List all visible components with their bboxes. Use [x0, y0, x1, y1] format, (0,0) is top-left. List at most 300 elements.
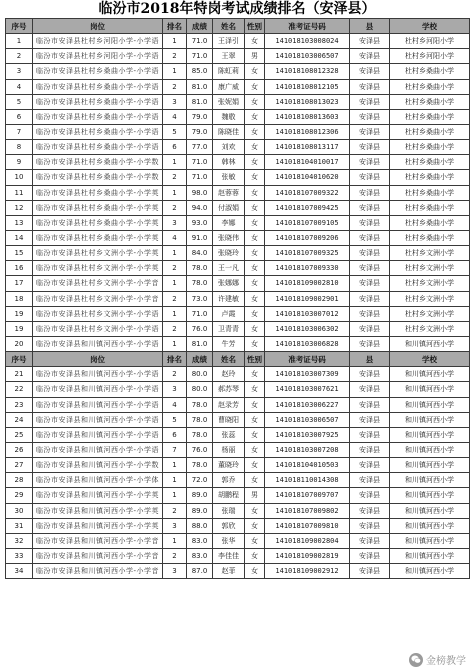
- header-rank: 排名: [163, 19, 187, 34]
- cell-exam-id: 141018103007621: [265, 382, 350, 397]
- cell-school: 杜村乡桑曲小学: [390, 200, 470, 215]
- cell-position: 临汾市安泽县和川镇河西小学-小学英: [33, 518, 163, 533]
- cell-seq: 22: [6, 382, 33, 397]
- cell-seq: 17: [6, 276, 33, 291]
- cell-seq: 14: [6, 230, 33, 245]
- cell-position: 临汾市安泽县杜村乡文洲小学-小学语: [33, 321, 163, 336]
- cell-position: 临汾市安泽县杜村乡桑曲小学-小学语: [33, 124, 163, 139]
- cell-seq: 10: [6, 170, 33, 185]
- cell-position: 临汾市安泽县杜村乡河阳小学-小学语: [33, 49, 163, 64]
- cell-school: 和川镇河西小学: [390, 503, 470, 518]
- cell-school: 和川镇河西小学: [390, 397, 470, 412]
- cell-score: 87.0: [187, 564, 213, 579]
- cell-county: 安泽县: [350, 140, 390, 155]
- watermark: [405, 651, 470, 668]
- cell-exam-id: 141018107009810: [265, 518, 350, 533]
- cell-rank: 5: [163, 124, 187, 139]
- cell-rank: 3: [163, 564, 187, 579]
- table-row: [6, 185, 470, 200]
- cell-rank: 1: [163, 488, 187, 503]
- cell-seq: 30: [6, 503, 33, 518]
- cell-name: 李佳佳: [213, 548, 245, 563]
- cell-rank: 4: [163, 230, 187, 245]
- cell-county: 安泽县: [350, 49, 390, 64]
- cell-school: 和川镇河西小学: [390, 427, 470, 442]
- header-seq: 序号: [6, 19, 33, 34]
- cell-seq: 2: [6, 49, 33, 64]
- cell-county: 安泽县: [350, 155, 390, 170]
- cell-name: 牛芳: [213, 336, 245, 351]
- cell-name: 郭乔: [213, 473, 245, 488]
- table-row: [6, 518, 470, 533]
- cell-school: 杜村乡文洲小学: [390, 246, 470, 261]
- cell-rank: 1: [163, 185, 187, 200]
- cell-exam-id: 141018108013117: [265, 140, 350, 155]
- cell-exam-id: 141018109002901: [265, 291, 350, 306]
- cell-score: 72.0: [187, 473, 213, 488]
- cell-seq: 8: [6, 140, 33, 155]
- cell-school: 杜村乡文洲小学: [390, 261, 470, 276]
- cell-score: 73.0: [187, 291, 213, 306]
- cell-school: 杜村乡桑曲小学: [390, 79, 470, 94]
- cell-rank: 2: [163, 200, 187, 215]
- cell-seq: 6: [6, 109, 33, 124]
- cell-rank: 3: [163, 518, 187, 533]
- cell-gender: 女: [245, 427, 265, 442]
- cell-position: 临汾市安泽县杜村乡桑曲小学-小学英: [33, 200, 163, 215]
- cell-score: 76.0: [187, 321, 213, 336]
- table-row: [6, 458, 470, 473]
- cell-score: 89.0: [187, 503, 213, 518]
- cell-score: 81.0: [187, 336, 213, 351]
- cell-position: 临汾市安泽县杜村乡文洲小学-小学英: [33, 261, 163, 276]
- cell-name: 张晓玲: [213, 246, 245, 261]
- cell-name: 陈晓佳: [213, 124, 245, 139]
- cell-exam-id: 141018103006507: [265, 49, 350, 64]
- cell-gender: 男: [245, 488, 265, 503]
- cell-exam-id: 141018108012105: [265, 79, 350, 94]
- cell-rank: 3: [163, 382, 187, 397]
- cell-county: 安泽县: [350, 382, 390, 397]
- cell-score: 79.0: [187, 109, 213, 124]
- cell-score: 93.0: [187, 215, 213, 230]
- cell-exam-id: 141018108012328: [265, 64, 350, 79]
- table-row: [6, 79, 470, 94]
- cell-school: 杜村乡桑曲小学: [390, 124, 470, 139]
- cell-exam-id: 141018103007208: [265, 442, 350, 457]
- cell-position: 临汾市安泽县杜村乡桑曲小学-小学数: [33, 155, 163, 170]
- table-row: [6, 473, 470, 488]
- cell-county: 安泽县: [350, 200, 390, 215]
- cell-name: 赵玲: [213, 367, 245, 382]
- header-name: 姓名: [213, 19, 245, 34]
- cell-exam-id: 141018103006227: [265, 397, 350, 412]
- cell-exam-id: 141018107009325: [265, 246, 350, 261]
- cell-seq: 9: [6, 155, 33, 170]
- cell-rank: 1: [163, 276, 187, 291]
- cell-school: 杜村乡桑曲小学: [390, 230, 470, 245]
- cell-exam-id: 141018107009802: [265, 503, 350, 518]
- cell-name: 张娜娜: [213, 276, 245, 291]
- cell-rank: 1: [163, 246, 187, 261]
- cell-position: 临汾市安泽县和川镇河西小学-小学英: [33, 488, 163, 503]
- cell-gender: 女: [245, 185, 265, 200]
- cell-name: 张晓伟: [213, 230, 245, 245]
- cell-name: 张妮娟: [213, 94, 245, 109]
- cell-rank: 2: [163, 49, 187, 64]
- cell-gender: 女: [245, 34, 265, 49]
- table-row: [6, 382, 470, 397]
- cell-school: 杜村乡桑曲小学: [390, 155, 470, 170]
- cell-county: 安泽县: [350, 230, 390, 245]
- cell-position: 临汾市安泽县杜村乡桑曲小学-小学语: [33, 79, 163, 94]
- cell-seq: 32: [6, 533, 33, 548]
- cell-position: 临汾市安泽县和川镇河西小学-小学英: [33, 503, 163, 518]
- header-rank: 排名: [163, 352, 187, 367]
- cell-rank: 2: [163, 79, 187, 94]
- cell-seq: 5: [6, 94, 33, 109]
- cell-exam-id: 141018108013023: [265, 94, 350, 109]
- cell-county: 安泽县: [350, 518, 390, 533]
- cell-name: 张华: [213, 533, 245, 548]
- cell-name: 王一凡: [213, 261, 245, 276]
- cell-school: 和川镇河西小学: [390, 518, 470, 533]
- cell-position: 临汾市安泽县杜村乡文洲小学-小学语: [33, 306, 163, 321]
- cell-county: 安泽县: [350, 215, 390, 230]
- table-row: [6, 49, 470, 64]
- cell-county: 安泽县: [350, 185, 390, 200]
- cell-score: 83.0: [187, 548, 213, 563]
- cell-score: 78.0: [187, 261, 213, 276]
- cell-school: 杜村乡桑曲小学: [390, 140, 470, 155]
- header-position: 岗位: [33, 19, 163, 34]
- cell-name: 刘欢: [213, 140, 245, 155]
- cell-county: 安泽县: [350, 548, 390, 563]
- cell-score: 78.0: [187, 276, 213, 291]
- cell-name: 魏敬: [213, 109, 245, 124]
- table-row: [6, 276, 470, 291]
- cell-score: 98.0: [187, 185, 213, 200]
- cell-name: 卢霞: [213, 306, 245, 321]
- cell-county: 安泽县: [350, 367, 390, 382]
- cell-rank: 4: [163, 109, 187, 124]
- cell-gender: 女: [245, 564, 265, 579]
- cell-rank: 1: [163, 336, 187, 351]
- cell-score: 78.0: [187, 427, 213, 442]
- cell-name: 曹晓阳: [213, 412, 245, 427]
- cell-seq: 1: [6, 34, 33, 49]
- cell-seq: 34: [6, 564, 33, 579]
- cell-school: 杜村乡文洲小学: [390, 291, 470, 306]
- cell-rank: 3: [163, 215, 187, 230]
- cell-county: 安泽县: [350, 503, 390, 518]
- table-row: [6, 94, 470, 109]
- cell-exam-id: 141018103007012: [265, 306, 350, 321]
- cell-seq: 31: [6, 518, 33, 533]
- cell-position: 临汾市安泽县杜村乡桑曲小学-小学语: [33, 109, 163, 124]
- table-row: [6, 321, 470, 336]
- cell-gender: 女: [245, 261, 265, 276]
- table-row: [6, 109, 470, 124]
- cell-gender: 女: [245, 230, 265, 245]
- table-row: [6, 155, 470, 170]
- cell-exam-id: 141018109002804: [265, 533, 350, 548]
- cell-rank: 2: [163, 548, 187, 563]
- table-row: [6, 442, 470, 457]
- table-row: [6, 170, 470, 185]
- cell-rank: 2: [163, 261, 187, 276]
- cell-name: 郝苏琴: [213, 382, 245, 397]
- header-gender: 性别: [245, 19, 265, 34]
- table-row: [6, 64, 470, 79]
- cell-score: 76.0: [187, 442, 213, 457]
- cell-name: 张瑞: [213, 503, 245, 518]
- cell-exam-id: 141018107009105: [265, 215, 350, 230]
- cell-school: 杜村乡桑曲小学: [390, 170, 470, 185]
- cell-name: 卫青青: [213, 321, 245, 336]
- cell-rank: 4: [163, 397, 187, 412]
- cell-gender: 女: [245, 109, 265, 124]
- cell-gender: 女: [245, 533, 265, 548]
- cell-name: 康广威: [213, 79, 245, 94]
- cell-name: 郭欣: [213, 518, 245, 533]
- cell-county: 安泽县: [350, 397, 390, 412]
- cell-score: 89.0: [187, 488, 213, 503]
- cell-rank: 1: [163, 306, 187, 321]
- table-header-row: [6, 19, 470, 34]
- cell-county: 安泽县: [350, 34, 390, 49]
- header-exam-id: 准考证号码: [265, 352, 350, 367]
- cell-rank: 1: [163, 458, 187, 473]
- cell-gender: 女: [245, 276, 265, 291]
- cell-seq: 4: [6, 79, 33, 94]
- cell-score: 80.0: [187, 382, 213, 397]
- cell-name: 胡鹏程: [213, 488, 245, 503]
- cell-rank: 1: [163, 155, 187, 170]
- cell-gender: 女: [245, 124, 265, 139]
- cell-exam-id: 141018103006828: [265, 336, 350, 351]
- cell-position: 临汾市安泽县和川镇河西小学-小学体: [33, 473, 163, 488]
- cell-rank: 1: [163, 34, 187, 49]
- cell-rank: 1: [163, 473, 187, 488]
- cell-school: 杜村乡文洲小学: [390, 321, 470, 336]
- header-school: 学校: [390, 352, 470, 367]
- cell-exam-id: 141018108013603: [265, 109, 350, 124]
- table-row: [6, 215, 470, 230]
- header-county: 县: [350, 19, 390, 34]
- cell-score: 84.0: [187, 246, 213, 261]
- cell-school: 杜村乡桑曲小学: [390, 215, 470, 230]
- cell-gender: 女: [245, 170, 265, 185]
- cell-position: 临汾市安泽县和川镇河西小学-小学语: [33, 382, 163, 397]
- cell-county: 安泽县: [350, 412, 390, 427]
- table-row: [6, 564, 470, 579]
- header-gender: 性别: [245, 352, 265, 367]
- cell-name: 赵录芳: [213, 397, 245, 412]
- cell-rank: 6: [163, 427, 187, 442]
- cell-position: 临汾市安泽县和川镇河西小学-小学音: [33, 564, 163, 579]
- cell-county: 安泽县: [350, 109, 390, 124]
- cell-position: 临汾市安泽县杜村乡文洲小学-小学英: [33, 246, 163, 261]
- cell-school: 和川镇河西小学: [390, 336, 470, 351]
- ranking-table: [5, 18, 470, 579]
- header-name: 姓名: [213, 352, 245, 367]
- cell-exam-id: 141018104010620: [265, 170, 350, 185]
- cell-gender: 女: [245, 473, 265, 488]
- cell-position: 临汾市安泽县和川镇河西小学-小学数: [33, 458, 163, 473]
- cell-county: 安泽县: [350, 94, 390, 109]
- cell-seq: 23: [6, 397, 33, 412]
- table-row: [6, 291, 470, 306]
- cell-rank: 6: [163, 140, 187, 155]
- cell-seq: 24: [6, 412, 33, 427]
- cell-county: 安泽县: [350, 427, 390, 442]
- cell-school: 和川镇河西小学: [390, 412, 470, 427]
- cell-county: 安泽县: [350, 246, 390, 261]
- header-school: 学校: [390, 19, 470, 34]
- cell-seq: 27: [6, 458, 33, 473]
- table-row: [6, 367, 470, 382]
- table-header-row: [6, 352, 470, 367]
- cell-position: 临汾市安泽县和川镇河西小学-小学语: [33, 397, 163, 412]
- cell-position: 临汾市安泽县杜村乡桑曲小学-小学英: [33, 215, 163, 230]
- cell-gender: 女: [245, 382, 265, 397]
- cell-school: 杜村乡桑曲小学: [390, 109, 470, 124]
- cell-exam-id: 141018103007309: [265, 367, 350, 382]
- cell-exam-id: 141018103006302: [265, 321, 350, 336]
- table-row: [6, 246, 470, 261]
- table-row: [6, 230, 470, 245]
- cell-rank: 2: [163, 291, 187, 306]
- cell-position: 临汾市安泽县和川镇河西小学-小学语: [33, 442, 163, 457]
- cell-rank: 2: [163, 503, 187, 518]
- cell-seq: 28: [6, 473, 33, 488]
- header-score: 成绩: [187, 19, 213, 34]
- cell-name: 李娜: [213, 215, 245, 230]
- cell-school: 和川镇河西小学: [390, 473, 470, 488]
- cell-seq: 3: [6, 64, 33, 79]
- cell-school: 和川镇河西小学: [390, 488, 470, 503]
- cell-exam-id: 141018103006507: [265, 412, 350, 427]
- cell-exam-id: 141018109002912: [265, 564, 350, 579]
- cell-school: 杜村乡文洲小学: [390, 276, 470, 291]
- cell-exam-id: 141018107009322: [265, 185, 350, 200]
- cell-gender: 女: [245, 412, 265, 427]
- cell-score: 88.0: [187, 518, 213, 533]
- cell-gender: 女: [245, 518, 265, 533]
- cell-name: 赵菲: [213, 564, 245, 579]
- cell-score: 83.0: [187, 533, 213, 548]
- cell-position: 临汾市安泽县杜村乡文洲小学-小学音: [33, 291, 163, 306]
- cell-position: 临汾市安泽县杜村乡桑曲小学-小学英: [33, 230, 163, 245]
- cell-gender: 男: [245, 49, 265, 64]
- cell-gender: 女: [245, 291, 265, 306]
- cell-position: 临汾市安泽县和川镇河西小学-小学音: [33, 548, 163, 563]
- cell-seq: 16: [6, 261, 33, 276]
- table-row: [6, 140, 470, 155]
- cell-county: 安泽县: [350, 533, 390, 548]
- table-row: [6, 397, 470, 412]
- cell-county: 安泽县: [350, 488, 390, 503]
- cell-school: 和川镇河西小学: [390, 458, 470, 473]
- cell-seq: 29: [6, 488, 33, 503]
- cell-score: 91.0: [187, 230, 213, 245]
- cell-gender: 女: [245, 397, 265, 412]
- cell-seq: 19: [6, 306, 33, 321]
- cell-score: 78.0: [187, 397, 213, 412]
- cell-name: 王翠: [213, 49, 245, 64]
- cell-county: 安泽县: [350, 291, 390, 306]
- cell-position: 临汾市安泽县和川镇河西小学-小学音: [33, 533, 163, 548]
- cell-name: 张蕊: [213, 427, 245, 442]
- cell-rank: 1: [163, 533, 187, 548]
- cell-exam-id: 141018107009206: [265, 230, 350, 245]
- cell-county: 安泽县: [350, 458, 390, 473]
- cell-position: 临汾市安泽县杜村乡桑曲小学-小学语: [33, 140, 163, 155]
- table-row: [6, 533, 470, 548]
- cell-school: 和川镇河西小学: [390, 533, 470, 548]
- cell-seq: 26: [6, 442, 33, 457]
- cell-name: 韩林: [213, 155, 245, 170]
- cell-rank: 5: [163, 412, 187, 427]
- cell-name: 杨丽: [213, 442, 245, 457]
- cell-position: 临汾市安泽县和川镇河西小学-小学语: [33, 367, 163, 382]
- table-row: [6, 548, 470, 563]
- cell-rank: 2: [163, 321, 187, 336]
- cell-county: 安泽县: [350, 306, 390, 321]
- cell-school: 和川镇河西小学: [390, 548, 470, 563]
- cell-seq: 25: [6, 427, 33, 442]
- cell-school: 杜村乡文洲小学: [390, 306, 470, 321]
- cell-county: 安泽县: [350, 276, 390, 291]
- cell-seq: 19: [6, 321, 33, 336]
- cell-score: 78.0: [187, 458, 213, 473]
- cell-exam-id: 141018108012306: [265, 124, 350, 139]
- cell-school: 杜村乡河阳小学: [390, 49, 470, 64]
- cell-score: 80.0: [187, 367, 213, 382]
- cell-rank: 2: [163, 170, 187, 185]
- cell-gender: 女: [245, 442, 265, 457]
- cell-county: 安泽县: [350, 64, 390, 79]
- cell-county: 安泽县: [350, 473, 390, 488]
- cell-gender: 女: [245, 246, 265, 261]
- cell-rank: 7: [163, 442, 187, 457]
- cell-school: 和川镇河西小学: [390, 442, 470, 457]
- cell-score: 78.0: [187, 412, 213, 427]
- cell-position: 临汾市安泽县杜村乡桑曲小学-小学数: [33, 170, 163, 185]
- cell-school: 杜村乡河阳小学: [390, 34, 470, 49]
- cell-exam-id: 141018109002819: [265, 548, 350, 563]
- cell-rank: 2: [163, 367, 187, 382]
- cell-gender: 女: [245, 367, 265, 382]
- cell-exam-id: 141018104010017: [265, 155, 350, 170]
- header-exam-id: 准考证号码: [265, 19, 350, 34]
- cell-county: 安泽县: [350, 124, 390, 139]
- cell-score: 94.0: [187, 200, 213, 215]
- cell-gender: 女: [245, 548, 265, 563]
- table-row: [6, 200, 470, 215]
- cell-gender: 女: [245, 94, 265, 109]
- cell-gender: 女: [245, 336, 265, 351]
- cell-county: 安泽县: [350, 79, 390, 94]
- cell-position: 临汾市安泽县杜村乡桑曲小学-小学英: [33, 185, 163, 200]
- cell-county: 安泽县: [350, 442, 390, 457]
- header-county: 县: [350, 352, 390, 367]
- cell-exam-id: 141018103008024: [265, 34, 350, 49]
- cell-county: 安泽县: [350, 336, 390, 351]
- cell-name: 张敏: [213, 170, 245, 185]
- cell-score: 81.0: [187, 79, 213, 94]
